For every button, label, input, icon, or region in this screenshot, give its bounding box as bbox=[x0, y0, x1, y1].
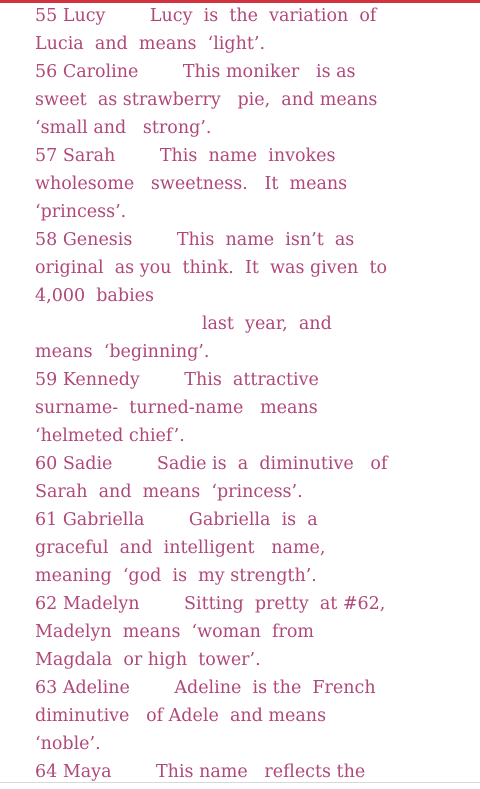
text-line: Sarah and means ‘princess’. bbox=[35, 482, 303, 502]
text-line: 57 Sarah This name invokes bbox=[35, 146, 336, 166]
text-line: ‘princess’. bbox=[35, 202, 127, 222]
text-line: 56 Caroline This moniker is as bbox=[35, 62, 356, 82]
text-line: 60 Sadie Sadie is a diminutive of bbox=[35, 454, 388, 474]
text-line: ‘noble’. bbox=[35, 734, 101, 754]
text-line: ‘small and strong’. bbox=[35, 118, 212, 138]
text-line: 55 Lucy Lucy is the variation of bbox=[35, 6, 377, 26]
text-line: 61 Gabriella Gabriella is a bbox=[35, 510, 318, 530]
text-line: surname- turned-name means bbox=[35, 398, 318, 418]
text-line: means ‘beginning’. bbox=[35, 342, 210, 362]
text-line: diminutive of Adele and means bbox=[35, 706, 327, 726]
text-line: meaning ‘god is my strength’. bbox=[35, 566, 317, 586]
text-line: Lucia and means ‘light’. bbox=[35, 34, 266, 54]
text-line: 4,000 babies bbox=[35, 286, 154, 306]
text-line: 64 Maya This name reflects the bbox=[35, 762, 366, 782]
name-list-text bbox=[35, 2, 475, 786]
text-line: sweet as strawberry pie, and means bbox=[35, 90, 378, 110]
bottom-divider bbox=[0, 782, 480, 783]
text-line: Magdala or high tower’. bbox=[35, 650, 261, 670]
text-line: 58 Genesis This name isn’t as bbox=[35, 230, 355, 250]
text-line: original as you think. It was given to bbox=[35, 258, 388, 278]
text-line: graceful and intelligent name, bbox=[35, 538, 326, 558]
text-line: wholesome sweetness. It means bbox=[35, 174, 348, 194]
text-line: ‘helmeted chief’. bbox=[35, 426, 185, 446]
text-line: 59 Kennedy This attractive bbox=[35, 370, 319, 390]
text-line: last year, and bbox=[35, 314, 332, 334]
text-line: 62 Madelyn Sitting pretty at #62, bbox=[35, 594, 386, 614]
text-line: Madelyn means ‘woman from bbox=[35, 622, 315, 642]
text-line: 63 Adeline Adeline is the French bbox=[35, 678, 376, 698]
